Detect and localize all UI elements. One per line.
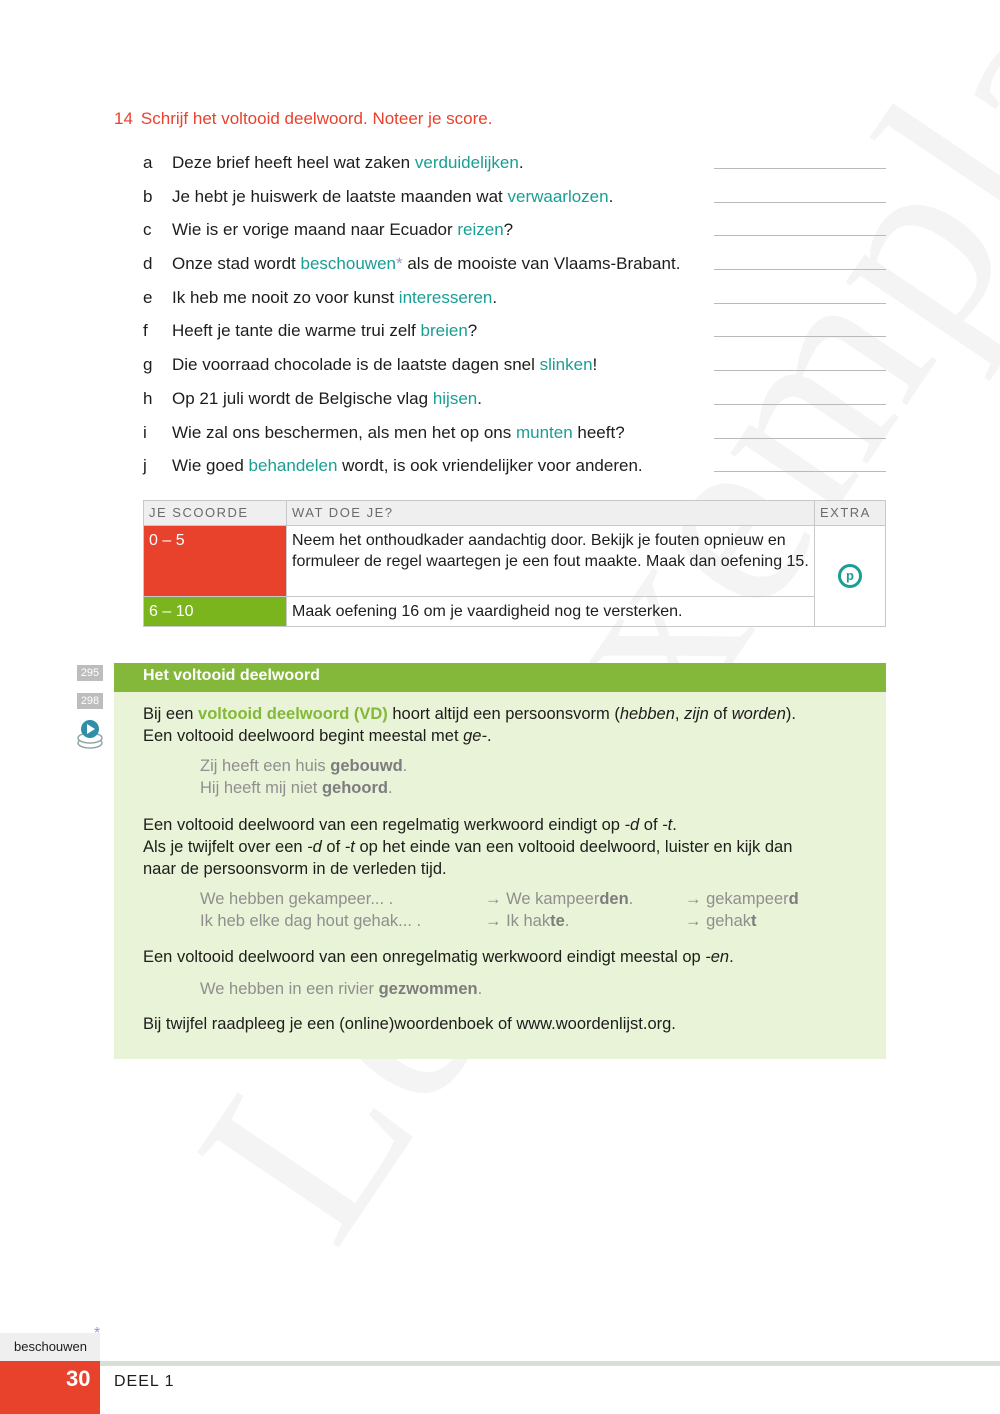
glossary-tab — [0, 1325, 101, 1361]
score-action-high: Maak oefening 16 om je vaardigheid nog te versterken. — [287, 597, 815, 627]
header-extra: EXTRA — [815, 501, 886, 526]
example-2-col2: → We kampeerden. → Ik hakte. — [485, 890, 634, 930]
exercise-item-g: g Die voorraad chocolade is de laatste dagen snel slinken! — [143, 352, 888, 386]
exercise-item-d: d Onze stad wordt beschouwen* als de mooiste van Vlaams-Brabant. — [143, 251, 888, 285]
part-label: DEEL 1 — [114, 1373, 175, 1390]
page-number: 30 — [66, 1366, 91, 1391]
exercise-item-b: b Je hebt je huiswerk de laatste maanden wat verwaarlozen. — [143, 184, 888, 218]
answer-line[interactable] — [714, 438, 886, 439]
answer-line[interactable] — [714, 404, 886, 405]
answer-line[interactable] — [714, 370, 886, 371]
example-2-col3: → gekampeerd → gehakt — [685, 890, 799, 930]
glossary-star-icon: * — [94, 1325, 101, 1342]
exercise-item-f: f Heeft je tante die warme trui zelf breien? — [143, 318, 888, 352]
theory-title: Het voltooid deelwoord — [143, 667, 320, 684]
answer-line[interactable] — [714, 202, 886, 203]
ref-badge[interactable]: 295 — [77, 665, 103, 681]
exercise-title — [114, 109, 492, 129]
header-action: WAT DOE JE? — [287, 501, 815, 526]
theory-paragraph-3: Een voltooid deelwoord van een onregelmatig werkwoord eindigt meestal op -en. — [143, 948, 734, 966]
example-1: Zij heeft een huis gebouwd. Hij heeft mij niet gehoord. — [200, 757, 408, 797]
exercise-item-c: c Wie is er vorige maand naar Ecuador reizen? — [143, 217, 888, 251]
theory-paragraph-2: Een voltooid deelwoord van een regelmatig werkwoord eindigt op -d of -t. Als je twijfelt over een -d of -t op het einde van een voltooid deelwoord, luister en kijk dan naar de persoonsvorm in de verleden tijd. — [143, 816, 793, 878]
theory-box — [114, 663, 886, 1059]
exercise-item-i: i Wie zal ons beschermen, als men het op ons munten heeft? — [143, 420, 888, 454]
exercise-item-j: j Wie goed behandelen wordt, is ook vriendelijker voor anderen. — [143, 453, 888, 487]
score-action-low: Neem het onthoudkader aandachtig door. Bekijk je fouten opnieuw en formuleer de regel waartegen je een fout maakte. Maak dan oefening 15. — [287, 526, 815, 597]
extra-cell — [815, 526, 886, 627]
answer-line[interactable] — [714, 303, 886, 304]
p-logo-icon[interactable]: p — [838, 564, 862, 588]
theory-paragraph-4: Bij twijfel raadpleeg je een (online)woordenboek of www.woordenlijst.org. — [143, 1015, 676, 1033]
footer-rule — [0, 1361, 1000, 1366]
ref-badge[interactable]: 298 — [77, 693, 103, 709]
glossary-word: beschouwen — [14, 1339, 87, 1354]
answer-line[interactable] — [714, 235, 886, 236]
answer-line[interactable] — [714, 269, 886, 270]
theory-header — [114, 663, 886, 692]
exercise-number: 14 — [114, 109, 133, 128]
exercise-items — [143, 150, 888, 487]
video-layers-icon[interactable] — [76, 718, 104, 750]
exercise-item-e: e Ik heb me nooit zo voor kunst interesseren. — [143, 285, 888, 319]
example-2-col1: We hebben gekampeer... . Ik heb elke dag hout gehak... . — [200, 890, 422, 930]
answer-line[interactable] — [714, 168, 886, 169]
theory-paragraph-1: Bij een voltooid deelwoord (VD) hoort altijd een persoonsvorm (hebben, zijn of worden). Een voltooid deelwoord begint meestal met ge-. — [143, 705, 796, 745]
exercise-item-h: h Op 21 juli wordt de Belgische vlag hijsen. — [143, 386, 888, 420]
answer-line[interactable] — [714, 471, 886, 472]
header-score: JE SCOORDE — [144, 501, 287, 526]
exercise-item-a: a Deze brief heeft heel wat zaken verduidelijken. — [143, 150, 888, 184]
score-range-low: 0 – 5 — [144, 526, 287, 597]
answer-line[interactable] — [714, 336, 886, 337]
example-3: We hebben in een rivier gezwommen. — [200, 980, 483, 998]
glossary-star: * — [395, 254, 403, 274]
exercise-instruction: Schrijf het voltooid deelwoord. Noteer je score. — [140, 109, 493, 128]
score-table — [143, 500, 886, 627]
score-range-high: 6 – 10 — [144, 597, 287, 627]
